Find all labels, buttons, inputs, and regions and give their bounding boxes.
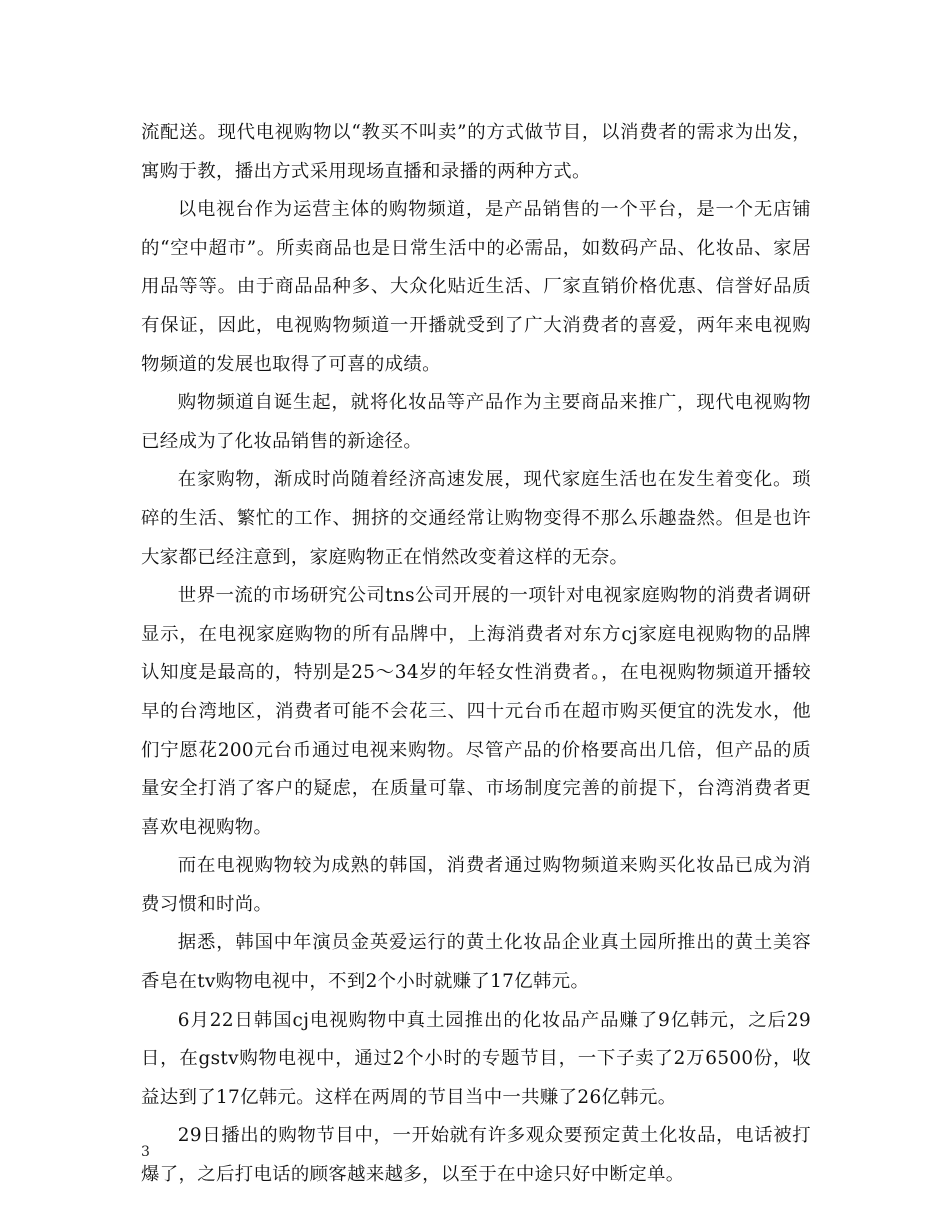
paragraph: 以电视台作为运营主体的购物频道，是产品销售的一个平台，是一个无店铺的“空中超市”。所卖商品也是日常生活中的必需品，如数码产品、化妆品、家居用品等等。由于商品品种多、大众化贴近生活、厂家直销价格优惠、信誉好品质有保证，因此，电视购物频道一开播就受到了广大消费者的喜爱，两年来电视购物频道的发展也取得了可喜的成绩。 (141, 199, 811, 375)
paragraph: 而在电视购物较为成熟的韩国，消费者通过购物频道来购买化妆品已成为消费习惯和时尚。 (141, 855, 811, 915)
paragraph-continued: 流配送。现代电视购物以“教买不叫卖”的方式做节目，以消费者的需求为出发，寓购于教，播出方式采用现场直播和录播的两种方式。 (141, 122, 811, 182)
body-text (141, 114, 811, 1195)
paragraph: 6月22日韩国cj电视购物中真土园推出的化妆品产品赚了9亿韩元，之后29日，在gstv购物电视中，通过2个小时的专题节目，一下子卖了2万6500份，收益达到了17亿韩元。这样在两周的节目当中一共赚了26亿韩元。 (141, 1009, 811, 1108)
paragraph: 购物频道自诞生起，就将化妆品等产品作为主要商品来推广，现代电视购物已经成为了化妆品销售的新途径。 (141, 392, 811, 452)
paragraph: 29日播出的购物节目中，一开始就有许多观众要预定黄土化妆品，电话被打爆了，之后打电话的顾客越来越多，以至于在中途只好中断定单。 (141, 1125, 811, 1186)
paragraph: 在家购物，渐成时尚随着经济高速发展，现代家庭生活也在发生着变化。琐碎的生活、繁忙的工作、拥挤的交通经常让购物变得不那么乐趣盎然。但是也许大家都已经注意到，家庭购物正在悄然改变着这样的无奈。 (141, 469, 811, 568)
paragraph: 世界一流的市场研究公司tns公司开展的一项针对电视家庭购物的消费者调研显示，在电视家庭购物的所有品牌中，上海消费者对东方cj家庭电视购物的品牌认知度是最高的，特别是25～34岁的年轻女性消费者。，在电视购物频道开播较早的台湾地区，消费者可能不会花三、四十元台币在超市购买便宜的洗发水，他们宁愿花200元台币通过电视来购物。尽管产品的价格要高出几倍，但产品的质量安全打消了客户的疑虑，在质量可靠、市场制度完善的前提下，台湾消费者更喜欢电视购物。 (141, 585, 811, 838)
page-number: 3 (141, 1144, 150, 1160)
paragraph: 据悉，韩国中年演员金英爱运行的黄土化妆品企业真土园所推出的黄土美容香皂在tv购物电视中，不到2个小时就赚了17亿韩元。 (141, 932, 811, 993)
